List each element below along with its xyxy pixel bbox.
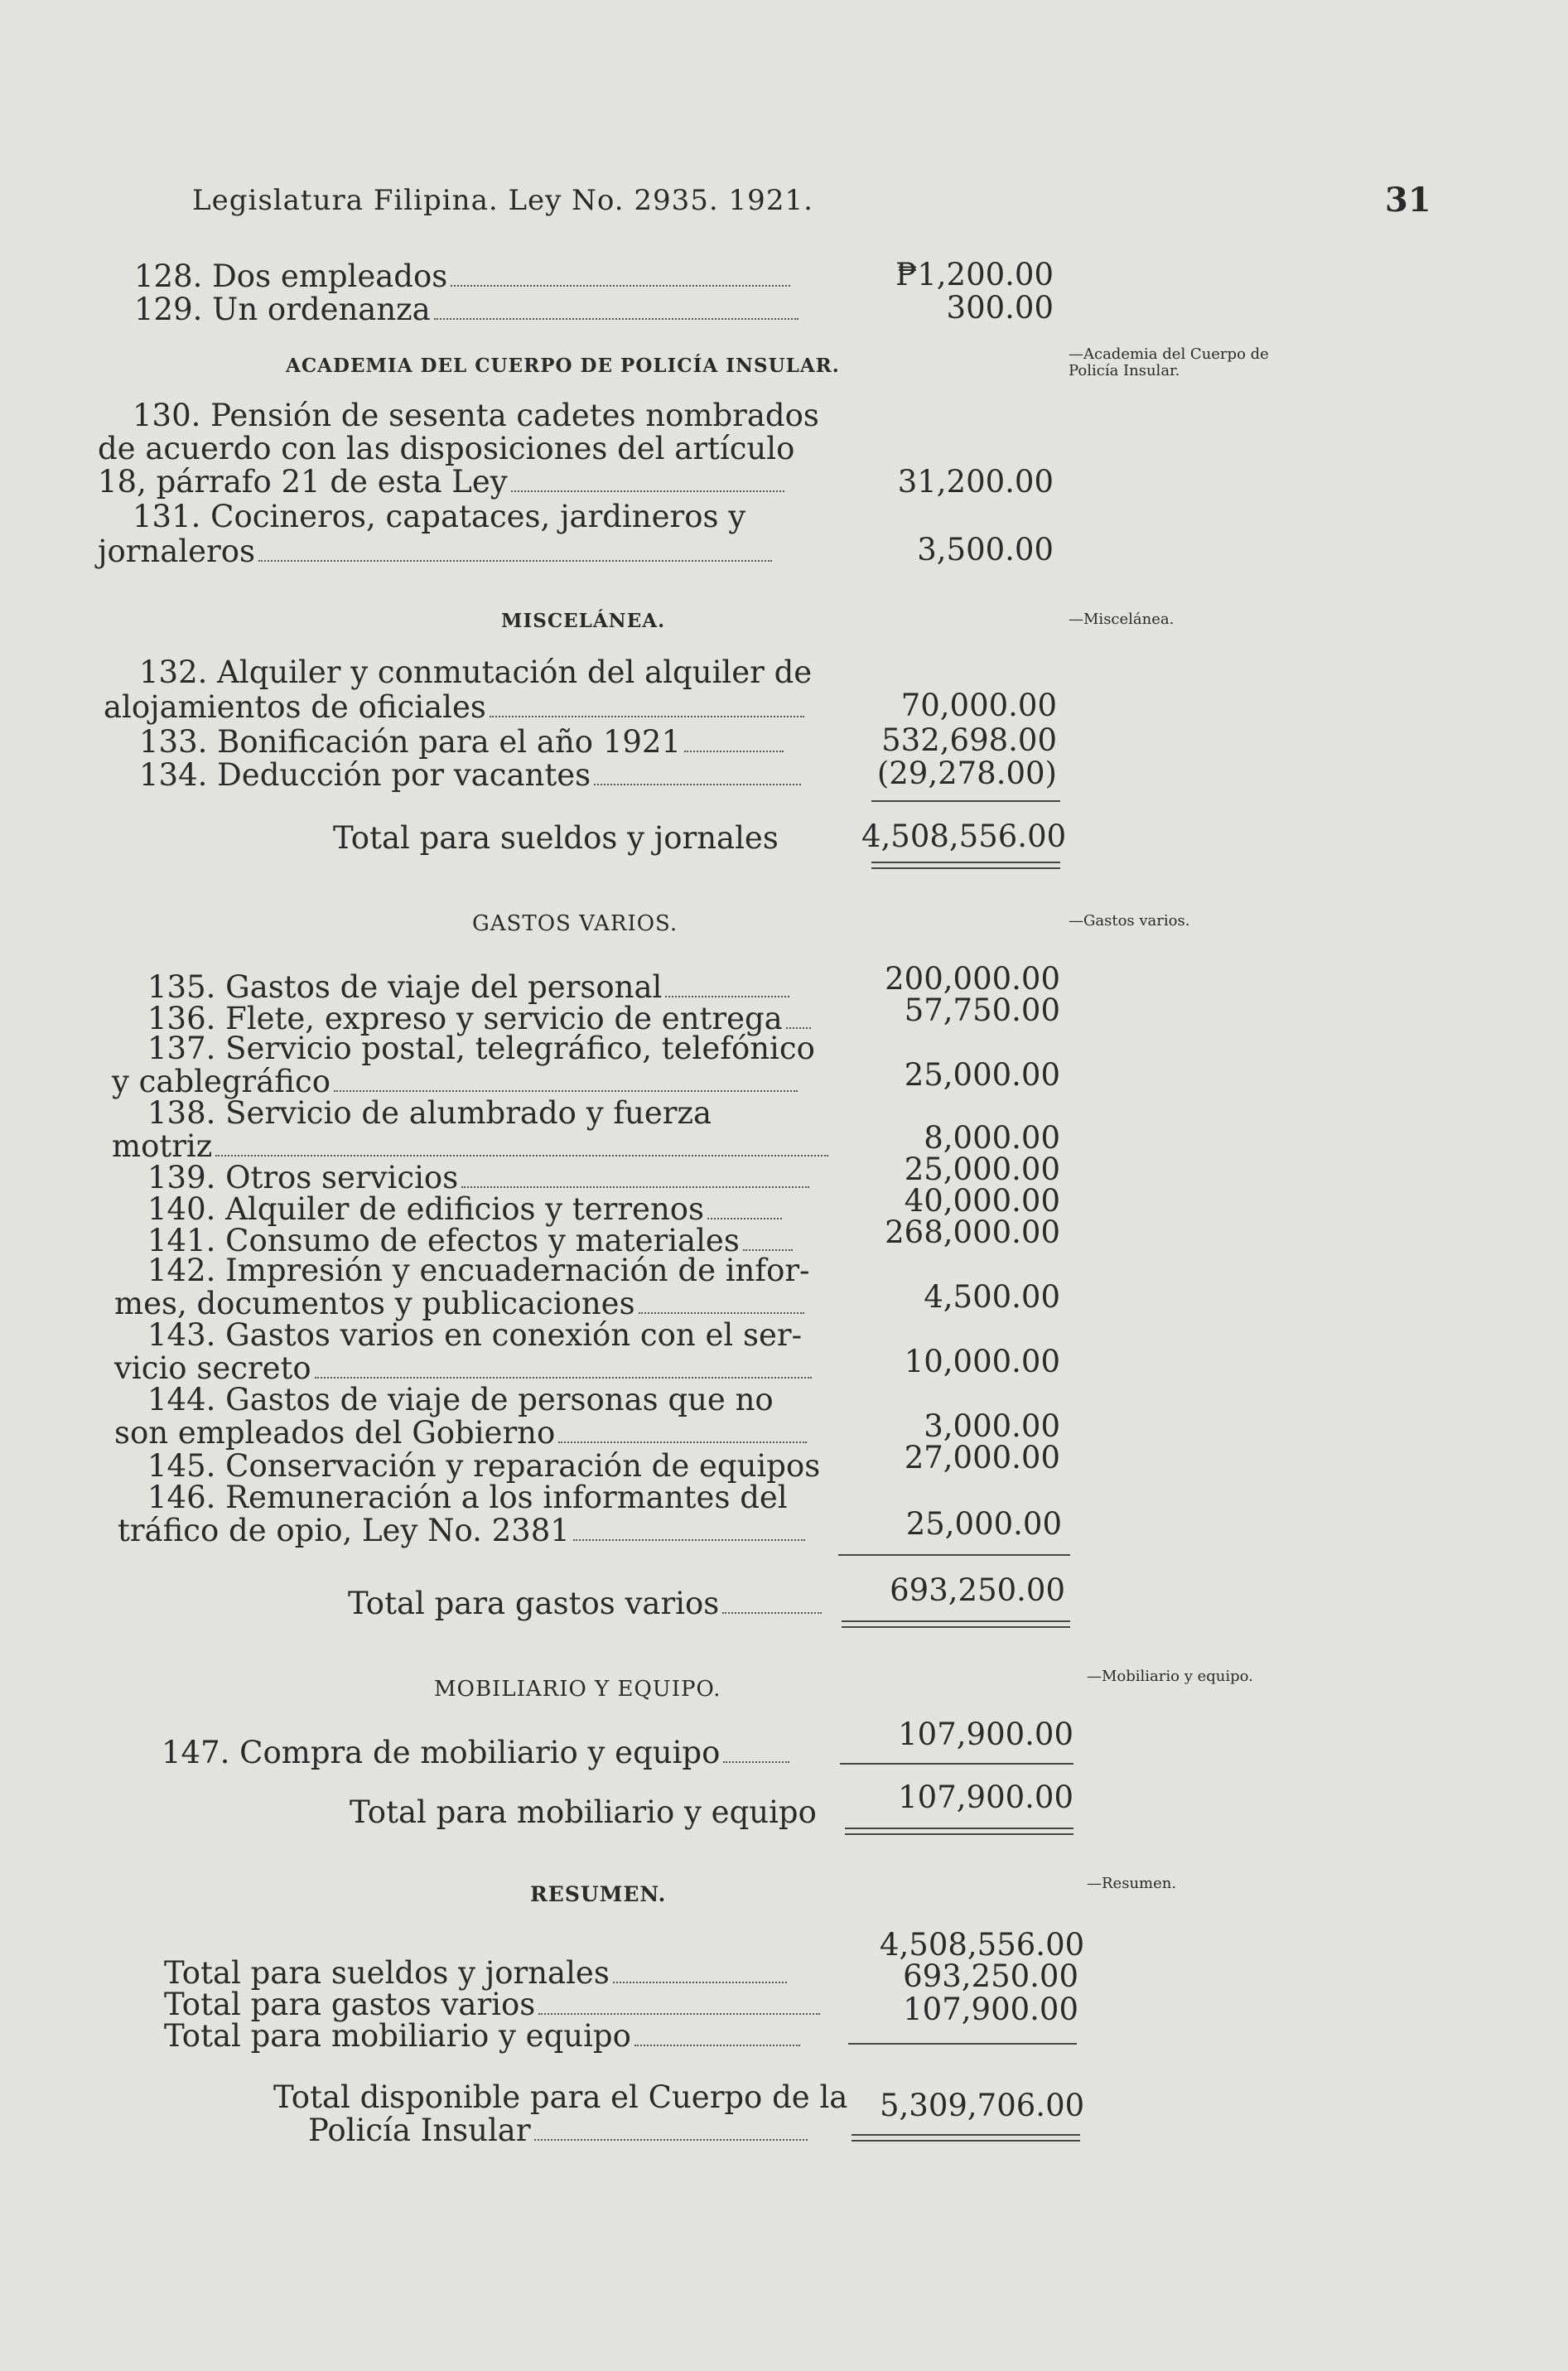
item-137-line1: 137. Servicio postal, telegráfico, telefónico [147,1031,815,1066]
item-137-line2: y cablegráfico [112,1064,798,1099]
item-131-line2: jornaleros [98,534,772,569]
margin-note-miscelanea: —Miscelánea. [1069,611,1175,628]
grand-total-amount: 5,309,706.00 [880,2088,1085,2123]
item-139: 139. Otros servicios [147,1160,809,1195]
item-130-line3: 18, párrafo 21 de esta Ley [98,464,784,500]
item-146-amount: 25,000.00 [905,1506,1062,1542]
margin-note-gastos: —Gastos varios. [1069,912,1190,930]
item-142-amount: 4,500.00 [924,1279,1060,1315]
total-sueldos-amount: 4,508,556.00 [861,819,1067,854]
item-135-amount: 200,000.00 [885,961,1060,997]
item-140-amount: 40,000.00 [904,1183,1060,1219]
section-heading-gastos: GASTOS VARIOS. [472,911,678,936]
resumen-row-gastos: Total para gastos varios [164,1987,820,2022]
total-gastos-label: Total para gastos varios [348,1586,822,1621]
total-double-rule [842,1620,1070,1628]
item-130-amount: 31,200.00 [897,464,1054,500]
item-146-line1: 146. Remuneración a los informantes del [147,1480,788,1515]
item-143-line1: 143. Gastos varios en conexión con el ser- [147,1317,803,1353]
subtotal-rule [871,800,1060,802]
item-139-amount: 25,000.00 [904,1152,1060,1187]
item-134-amount: (29,278.00) [876,756,1057,791]
section-heading-miscelanea: MISCELÁNEA. [501,610,666,632]
item-136-amount: 57,750.00 [904,992,1060,1028]
item-131-line1: 131. Cocineros, capataces, jardineros y [133,499,746,534]
item-132-amount: 70,000.00 [900,688,1057,723]
grand-total-label-line2: Policía Insular [308,2113,808,2148]
item-135: 135. Gastos de viaje del personal [147,969,789,1005]
margin-note-resumen: —Resumen. [1087,1875,1177,1892]
item-138-line1: 138. Servicio de alumbrado y fuerza [147,1095,712,1131]
item-129: 129. Un ordenanza [134,292,798,327]
resumen-row-mobiliario: Total para mobiliario y equipo [164,2018,800,2054]
item-133-amount: 532,698.00 [881,722,1057,758]
item-141: 141. Consumo de efectos y materiales [147,1223,793,1258]
item-141-amount: 268,000.00 [885,1214,1060,1250]
grand-total-double-rule [852,2134,1080,2142]
section-heading-academia: ACADEMIA DEL CUERPO DE POLICÍA INSULAR. [286,355,840,377]
item-131-amount: 3,500.00 [917,532,1054,567]
item-144-line1: 144. Gastos de viaje de personas que no [147,1382,774,1417]
item-138-line2: motriz [112,1128,828,1164]
item-136: 136. Flete, expreso y servicio de entrega [147,1001,811,1036]
item-132-line2: alojamientos de oficiales [104,689,804,725]
item-140: 140. Alquiler de edificios y terrenos [147,1191,782,1227]
item-138-amount: 8,000.00 [924,1120,1060,1156]
item-142-line2: mes, documentos y publicaciones [114,1286,804,1321]
grand-total-label-line1: Total disponible para el Cuerpo de la [273,2079,848,2115]
item-130-line2: de acuerdo con las disposiciones del artículo [98,431,795,466]
resumen-row-sueldos: Total para sueldos y jornales [164,1955,787,1991]
item-142-line1: 142. Impresión y encuadernación de infor- [147,1253,810,1288]
item-147-amount: 107,900.00 [898,1717,1073,1752]
margin-note-academia: —Academia del Cuerpo de Policía Insular. [1069,345,1269,379]
section-heading-mobiliario: MOBILIARIO Y EQUIPO. [434,1677,721,1702]
page-number: 31 [1385,181,1431,220]
item-145: 145. Conservación y reparación de equipos [147,1448,821,1484]
item-128: 128. Dos empleados [134,258,790,294]
item-145-amount: 27,000.00 [904,1440,1060,1475]
item-143-amount: 10,000.00 [904,1344,1060,1379]
item-129-amount: 300.00 [946,290,1054,326]
resumen-row-mobiliario-amount: 107,900.00 [903,1992,1078,2027]
item-132-line1: 132. Alquiler y conmutación del alquiler de [139,654,813,690]
resumen-row-gastos-amount: 693,250.00 [903,1958,1078,1994]
subtotal-rule [848,2043,1077,2045]
section-heading-resumen: RESUMEN. [530,1882,667,1906]
total-mobiliario-amount: 107,900.00 [898,1779,1073,1815]
item-133: 133. Bonificación para el año 1921 [139,724,784,760]
total-double-rule [845,1828,1073,1835]
subtotal-rule [838,1554,1070,1556]
item-144-line2: son empleados del Gobierno [114,1415,807,1451]
item-144-amount: 3,000.00 [924,1408,1060,1444]
item-130-line1: 130. Pensión de sesenta cadetes nombrados [133,398,819,433]
total-mobiliario-label: Total para mobiliario y equipo [350,1794,817,1830]
resumen-row-sueldos-amount: 4,508,556.00 [880,1927,1085,1963]
margin-note-mobiliario: —Mobiliario y equipo. [1087,1668,1253,1685]
item-146-line2: tráfico de opio, Ley No. 2381 [118,1513,805,1548]
item-134: 134. Deducción por vacantes [139,757,801,793]
subtotal-rule [840,1763,1073,1765]
running-header: Legislatura Filipina. Ley No. 2935. 1921. [192,184,813,217]
item-147: 147. Compra de mobiliario y equipo [162,1735,789,1770]
item-128-amount: ₱1,200.00 [895,257,1054,292]
item-143-line2: vicio secreto [114,1350,812,1386]
item-137-amount: 25,000.00 [904,1057,1060,1093]
total-gastos-amount: 693,250.00 [890,1572,1065,1608]
total-sueldos-label: Total para sueldos y jornales [333,820,779,856]
total-double-rule [871,862,1060,869]
